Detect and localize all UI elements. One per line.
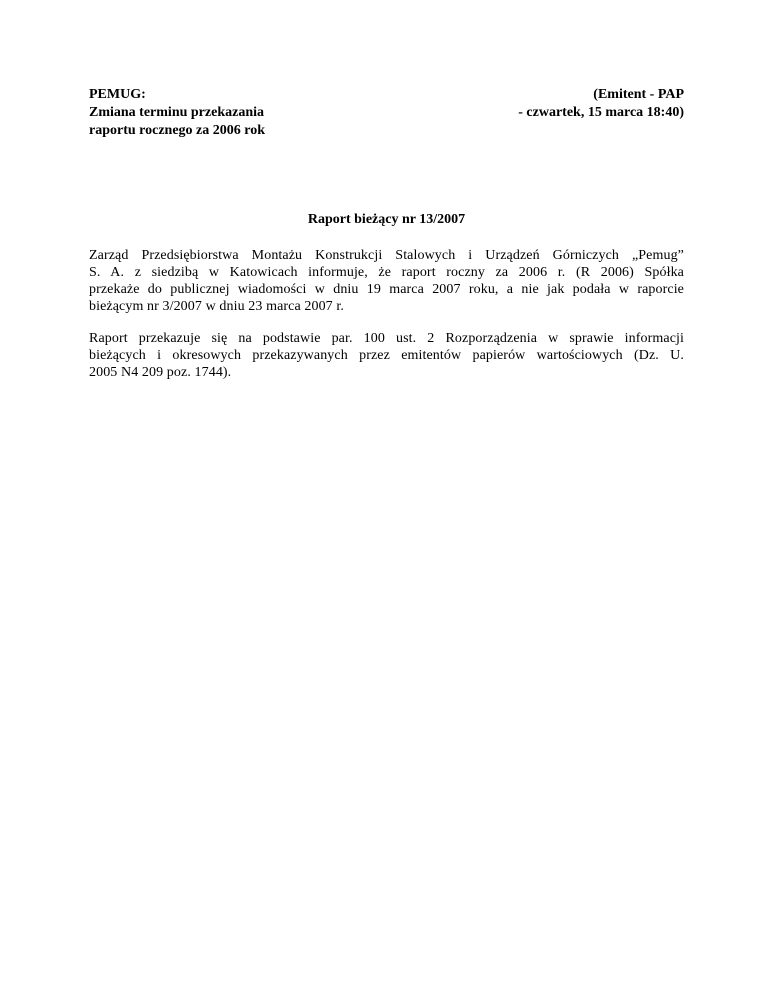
- header-source-block: [518, 86, 684, 122]
- paragraph-1-line-1: Zarząd Przedsiębiorstwa Montażu Konstrukcji Stalowych i Urządzeń Górniczych „Pemug”: [89, 248, 684, 263]
- paragraph-announcement: [89, 247, 684, 315]
- source-line-1: (Emitent - PAP: [593, 87, 684, 102]
- header-company-block: [89, 86, 265, 140]
- company-name: PEMUG:: [89, 87, 146, 102]
- paragraph-1-line-4: bieżącym nr 3/2007 w dniu 23 marca 2007 r.: [89, 299, 344, 314]
- paragraph-2-line-2: bieżących i okresowych przekazywanych przez emitentów papierów wartościowych (Dz. U.: [89, 348, 684, 363]
- paragraph-2-line-3: 2005 N4 209 poz. 1744).: [89, 365, 232, 380]
- paragraph-legal-basis: [89, 330, 684, 381]
- report-title: Raport bieżący nr 13/2007: [307, 212, 466, 227]
- header-subject-line-2: raportu rocznego za 2006 rok: [89, 123, 266, 138]
- source-line-2: - czwartek, 15 marca 18:40): [518, 105, 684, 120]
- header-subject-line-1: Zmiana terminu przekazania: [89, 105, 264, 120]
- paragraph-2-line-1: Raport przekazuje się na podstawie par. 100 ust. 2 Rozporządzenia w sprawie informacji: [89, 331, 684, 346]
- paragraph-1-line-3: przekaże do publicznej wiadomości w dniu 19 marca 2007 roku, a nie jak podała w raporcie: [89, 282, 684, 297]
- paragraph-1-line-2: S. A. z siedzibą w Katowicach informuje, że raport roczny za 2006 r. (R 2006) Spółka: [89, 265, 684, 280]
